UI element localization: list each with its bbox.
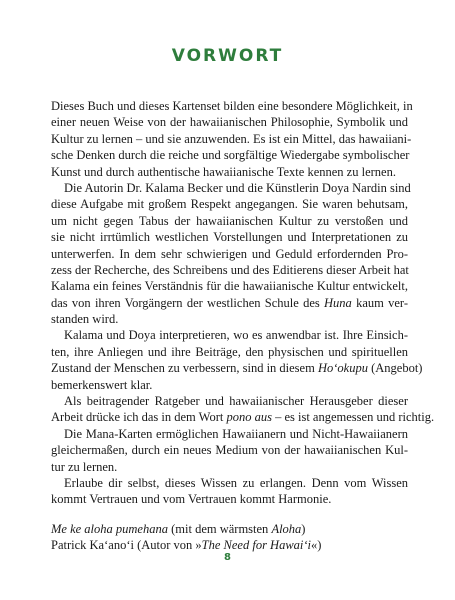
text-segment: Arbeit drücke ich das in dem Wort [51,410,227,425]
text-segment: um nicht gegen Tabus der hawaiianischen Kultur zu verstoßen und [51,213,408,228]
text-segment: standen wird. [51,312,119,327]
text-segment: das von ihren Vorgängern der westlichen Schule des [51,295,325,310]
text-line [51,475,408,491]
text-line [51,426,408,442]
text-segment: tur zu lernen. [51,459,118,474]
text-segment: Erlaube dir selbst, dieses Wissen zu erlangen. Denn vom Wissen [64,475,408,490]
text-line [51,131,412,147]
text-line [51,147,408,163]
signature [51,521,408,554]
text-segment: «) [311,538,322,553]
text-segment: zess der Recherche, des Schreibens und des Editierens dieser Arbeit hat [51,262,409,277]
text-line [51,409,435,425]
text-segment: gleichermaßen, durch ein neues Medium von der hawaiianischen Kul- [51,443,408,458]
text-line [51,344,408,360]
text-line [51,295,408,311]
paragraph [51,426,408,475]
italic-text: Ho‘okupu [317,361,368,376]
text-segment: bemerkenswert klar. [51,377,153,392]
text-segment: einer neuen Weise von der hawaiianischen Philosophie, Symbolik und [51,115,408,130]
text-line [51,98,413,114]
text-line [51,114,408,130]
text-segment: kaum ver- [351,295,408,310]
text-line [51,229,408,245]
text-segment: sie nicht irrtümlich westlichen Vorstellungen und Interpretationen zu [51,230,408,245]
text-segment: (mit dem wärmsten [167,521,272,536]
italic-text: Huna [324,295,352,310]
text-line [51,521,408,537]
italic-text: The Need for Hawai‘i [201,538,312,553]
paragraph [51,327,423,393]
paragraph [51,180,411,328]
italic-text: Aloha [271,521,302,536]
text-line [51,180,411,196]
text-segment: ) [301,521,306,536]
text-segment: Kalama und Doya interpretieren, wo es anwendbar ist. Ihre Einsich- [64,328,408,343]
text-line [51,262,408,278]
paragraph [51,393,435,426]
text-segment: sche Denken durch die reiche und sorgfältige Wiedergabe symbolischer [51,148,410,163]
italic-text: pono aus [226,410,272,425]
text-line [51,442,408,458]
text-line [51,327,408,343]
text-segment: Dieses Buch und dieses Kartenset bilden eine besondere Möglichkeit, in [51,99,413,113]
text-segment: Patrick Ka‘ano‘i (Autor von » [51,538,202,553]
text-line [51,246,408,262]
text-segment: Kalama ein feines Verständnis für die hawaiianische Kultur entwickelt, [51,279,408,294]
text-line [51,278,408,294]
text-line [51,491,408,507]
body-text [51,98,435,554]
text-segment: ten, ihre Anliegen und ihre Beiträge, den physischen und spirituellen [51,344,408,359]
text-segment: (Angebot) [367,361,423,376]
paragraph [51,475,408,508]
text-line [51,213,408,229]
italic-text: Me ke aloha pumehana [51,521,168,536]
text-segment: Die Mana-Karten ermöglichen Hawaiianern und Nicht-Hawaiianern [64,426,408,441]
text-line [51,311,408,327]
text-segment: Kunst und durch authentische hawaiianische Texte kennen zu lernen. [51,164,396,179]
text-segment: Die Autorin Dr. Kalama Becker und die Künstlerin Doya Nardin sind [64,180,411,195]
text-line [51,196,408,212]
text-segment: unterwerfen. In dem sehr schwierigen und Geduld erfordernden Pro- [51,246,408,261]
text-line [51,164,408,180]
text-segment: diese Aufgabe mit großem Respekt angegangen. Sie waren behutsam, [51,197,408,212]
text-line [51,459,408,475]
paragraph [51,98,413,180]
text-line [51,393,408,409]
text-segment: Zustand der Menschen zu verbessern, sind in diesem [51,361,318,376]
text-segment: Als beitragender Ratgeber und hawaiianischer Herausgeber dieser [64,394,408,409]
text-segment: kommt Vertrauen und vom Vertrauen kommt Harmonie. [51,492,332,507]
text-line [51,377,408,393]
page-number: 8 [224,552,231,563]
text-line [51,360,423,376]
text-segment: – es ist angemessen und richtig. [271,410,435,425]
text-segment: Kultur zu lernen – und sie anzuwenden. Es ist ein Mittel, das hawaiiani- [51,131,412,146]
page-title: VORWORT [171,46,284,66]
